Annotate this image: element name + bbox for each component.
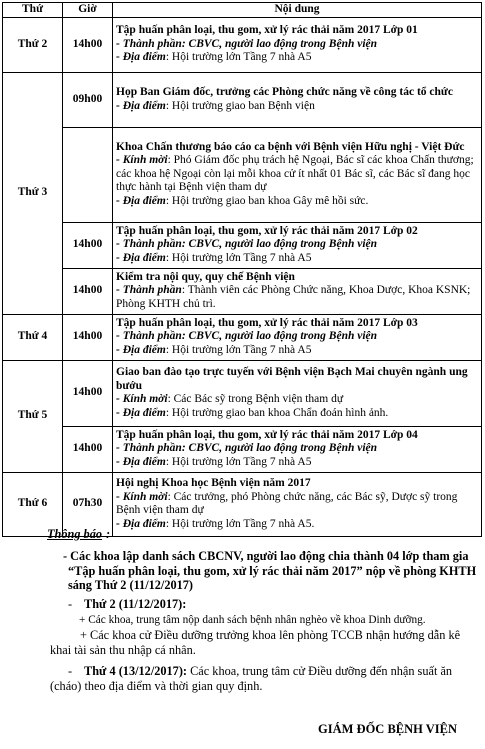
content-cell: Kiểm tra nội quy, quy chế Bệnh viện - Thành phần: Thành viên các Phòng Chức năng, Khoa Dược, Khoa KSNK; Phòng KHTH chủ trì.	[113, 268, 482, 314]
table-header-row	[3, 3, 482, 18]
event-title: Hội nghị Khoa học Bệnh viện năm 2017	[116, 477, 311, 489]
table-row	[3, 127, 482, 222]
schedule-table	[2, 2, 482, 537]
table-row	[3, 268, 482, 314]
notice-heading: Thông báo	[47, 527, 103, 541]
time-cell: 14h00	[63, 17, 113, 72]
content-cell: Tập huấn phân loại, thu gom, xử lý rác thải năm 2017 Lớp 03 - Thành phần: CBVC, người lao động trong Bệnh viện - Địa điểm: Hội trường lớn Tầng 7 nhà A5	[113, 314, 482, 360]
day-cell: Thứ 3	[3, 72, 63, 314]
time-cell: 14h00	[63, 360, 113, 426]
table-row	[3, 72, 482, 127]
content-cell: Hội nghị Khoa học Bệnh viện năm 2017 - Kính mời: Các trưởng, phó Phòng chức năng, các Bác sỹ, Dược sỹ trong Bệnh viện tham dự - Địa điểm: Hội trường lớn Tầng 7 nhà A5.	[113, 472, 482, 536]
content-cell: Họp Ban Giám đốc, trưởng các Phòng chức năng về công tác tổ chức - Địa điểm: Hội trường giao ban Bệnh viện	[113, 72, 482, 127]
day-cell: Thứ 5	[3, 360, 63, 472]
table-row	[3, 314, 482, 360]
notice-item-2b: + Các khoa cử Điều dưỡng trưởng khoa lên phòng TCCB nhận hướng dẫn kê khai tài sản thu nhập cá nhân.	[50, 628, 461, 657]
content-cell: Tập huấn phân loại, thu gom, xử lý rác thải năm 2017 Lớp 01 - Thành phần: CBVC, người lao động trong Bệnh viện - Địa điểm: Hội trường lớn Tầng 7 nhà A5	[113, 17, 482, 72]
day-cell: Thứ 4	[3, 314, 63, 360]
notice-heading-colon: :	[106, 527, 111, 541]
table-row	[3, 426, 482, 472]
director-signature-title: GIÁM ĐỐC BỆNH VIỆN	[318, 722, 458, 736]
table-row	[3, 222, 482, 268]
event-title: Tập huấn phân loại, thu gom, xử lý rác thải năm 2017 Lớp 04	[116, 428, 418, 441]
header-day: Thứ	[3, 3, 63, 18]
notice-item-2a: + Các khoa, trung tâm nộp danh sách bệnh nhân nghèo về khoa Dinh dưỡng.	[79, 614, 426, 626]
content-cell: Tập huấn phân loại, thu gom, xử lý rác thải năm 2017 Lớp 04 - Thành phần: CBVC, người lao động trong Bệnh viện - Địa điểm: Hội trường lớn Tầng 7 nhà A5	[113, 426, 482, 472]
event-title: Kiểm tra nội quy, quy chế Bệnh viện	[116, 270, 295, 283]
time-cell: 09h00	[63, 72, 113, 127]
event-title: Tập huấn phân loại, thu gom, xử lý rác thải năm 2017 Lớp 01	[116, 24, 418, 37]
content-cell: Giao ban đào tạo trực tuyến với Bệnh viện Bạch Mai chuyên ngành ung bướu - Kính mời: Các Bác sỹ trong Bệnh viện tham dự - Địa điểm: Hội trường giao ban khoa Chẩn đoán hình ảnh.	[113, 360, 482, 426]
event-title: Họp Ban Giám đốc, trưởng các Phòng chức năng về công tác tổ chức	[116, 86, 453, 98]
notice-item-3-dash: -	[68, 664, 73, 678]
header-content: Nội dung	[113, 3, 482, 18]
time-cell: 14h00	[63, 426, 113, 472]
event-title: Tập huấn phân loại, thu gom, xử lý rác thải năm 2017 Lớp 03	[116, 316, 418, 329]
day-cell: Thứ 2	[3, 17, 63, 72]
time-cell: 14h00	[63, 314, 113, 360]
table-row	[3, 17, 482, 72]
content-cell: Khoa Chấn thương báo cáo ca bệnh với Bệnh viện Hữu nghị - Việt Đức - Kính mời: Phó Giám đốc phụ trách hệ Ngoại, Bác sĩ các khoa Chấn thương; các khoa hệ Ngoại còn lại mỗi khoa cử ít nhất 01 Bác sĩ, các Bác sĩ đang học thực hành tại Bệnh viện tham dự - Địa điểm: Hội trường giao ban khoa Gây mê hồi sức.	[113, 127, 482, 222]
notice-item-2-dash: -	[68, 597, 73, 611]
time-cell: 14h00	[63, 268, 113, 314]
time-cell: 14h00	[63, 222, 113, 268]
time-cell	[63, 127, 113, 222]
table-row	[3, 360, 482, 426]
notice-item-2-label: Thứ 2 (11/12/2017):	[84, 597, 187, 611]
day-cell: Thứ 6	[3, 472, 63, 536]
event-title: Giao ban đào tạo trực tuyến với Bệnh viện Bạch Mai chuyên ngành ung bướu	[116, 366, 468, 392]
event-title: Tập huấn phân loại, thu gom, xử lý rác thải năm 2017 Lớp 02	[116, 224, 418, 237]
content-cell: Tập huấn phân loại, thu gom, xử lý rác thải năm 2017 Lớp 02 - Thành phần: CBVC, người lao động trong Bệnh viện - Địa điểm: Hội trường lớn Tầng 7 nhà A5	[113, 222, 482, 268]
notice-item-1: - Các khoa lập danh sách CBCNV, người lao động chia thành 04 lớp tham gia “Tập huấn phân loại, thu gom, xử lý rác thải năm 2017” nộp về phòng KHTH sáng Thứ 2 (11/12/2017)	[63, 549, 477, 592]
event-title: Khoa Chấn thương báo cáo ca bệnh với Bệnh viện Hữu nghị - Việt Đức	[116, 140, 465, 153]
notice-item-3: Thứ 4 (13/12/2017): Các khoa, trung tâm cử Điều dưỡng đến nhận suất ăn (cháo) theo địa điểm và thời gian quy định.	[50, 664, 453, 693]
header-time: Giờ	[63, 3, 113, 18]
time-cell: 07h30	[63, 472, 113, 536]
